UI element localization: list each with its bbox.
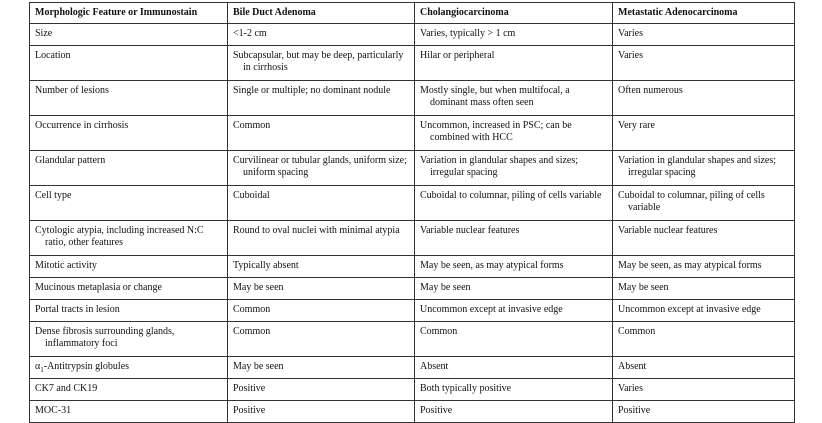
cell-cholangiocarcinoma: Positive <box>415 401 613 423</box>
cell-metastatic-adenocarcinoma: Cuboidal to columnar, piling of cells variable <box>613 186 795 221</box>
cell-cholangiocarcinoma: Variable nuclear features <box>415 221 613 256</box>
cell-metastatic-adenocarcinoma: Variable nuclear features <box>613 221 795 256</box>
cell-metastatic-adenocarcinoma: Very rare <box>613 116 795 151</box>
cell-bile-duct-adenoma: Common <box>228 300 415 322</box>
cell-cholangiocarcinoma: Mostly single, but when multifocal, a dominant mass often seen <box>415 81 613 116</box>
cell-cholangiocarcinoma: Both typically positive <box>415 379 613 401</box>
cell-cholangiocarcinoma: May be seen <box>415 278 613 300</box>
cell-cholangiocarcinoma: Cuboidal to columnar, piling of cells variable <box>415 186 613 221</box>
table-row <box>30 357 795 379</box>
cell-metastatic-adenocarcinoma: May be seen <box>613 278 795 300</box>
cell-bile-duct-adenoma: Curvilinear or tubular glands, uniform size; uniform spacing <box>228 151 415 186</box>
cell-metastatic-adenocarcinoma: Uncommon except at invasive edge <box>613 300 795 322</box>
cell-bile-duct-adenoma: Subcapsular, but may be deep, particularly in cirrhosis <box>228 46 415 81</box>
table-row <box>30 300 795 322</box>
cell-feature: Mitotic activity <box>30 256 228 278</box>
cell-feature: Cytologic atypia, including increased N:C ratio, other features <box>30 221 228 256</box>
header-row <box>30 3 795 24</box>
cell-metastatic-adenocarcinoma: Varies <box>613 24 795 46</box>
table-row <box>30 322 795 357</box>
cell-metastatic-adenocarcinoma: Absent <box>613 357 795 379</box>
cell-bile-duct-adenoma: Cuboidal <box>228 186 415 221</box>
cell-feature: Occurrence in cirrhosis <box>30 116 228 151</box>
cell-feature: MOC-31 <box>30 401 228 423</box>
header-metastatic-adenocarcinoma: Metastatic Adenocarcinoma <box>613 3 795 24</box>
table-row <box>30 186 795 221</box>
table-row <box>30 401 795 423</box>
cell-bile-duct-adenoma: Common <box>228 116 415 151</box>
cell-feature: Dense fibrosis surrounding glands, inflammatory foci <box>30 322 228 357</box>
cell-feature: CK7 and CK19 <box>30 379 228 401</box>
cell-cholangiocarcinoma: May be seen, as may atypical forms <box>415 256 613 278</box>
header-bile-duct-adenoma: Bile Duct Adenoma <box>228 3 415 24</box>
cell-feature: Glandular pattern <box>30 151 228 186</box>
cell-cholangiocarcinoma: Common <box>415 322 613 357</box>
cell-metastatic-adenocarcinoma: Positive <box>613 401 795 423</box>
table-row <box>30 116 795 151</box>
cell-metastatic-adenocarcinoma: May be seen, as may atypical forms <box>613 256 795 278</box>
cell-cholangiocarcinoma: Uncommon, increased in PSC; can be combined with HCC <box>415 116 613 151</box>
cell-bile-duct-adenoma: May be seen <box>228 278 415 300</box>
cell-cholangiocarcinoma: Hilar or peripheral <box>415 46 613 81</box>
table-row <box>30 278 795 300</box>
cell-bile-duct-adenoma: Common <box>228 322 415 357</box>
cell-feature: Number of lesions <box>30 81 228 116</box>
header-feature: Morphologic Feature or Immunostain <box>30 3 228 24</box>
cell-bile-duct-adenoma: Round to oval nuclei with minimal atypia <box>228 221 415 256</box>
table-row <box>30 221 795 256</box>
cell-bile-duct-adenoma: <1-2 cm <box>228 24 415 46</box>
cell-metastatic-adenocarcinoma: Varies <box>613 46 795 81</box>
cell-cholangiocarcinoma: Absent <box>415 357 613 379</box>
cell-metastatic-adenocarcinoma: Common <box>613 322 795 357</box>
cell-metastatic-adenocarcinoma: Variation in glandular shapes and sizes; irregular spacing <box>613 151 795 186</box>
comparison-table <box>29 2 795 423</box>
cell-cholangiocarcinoma: Varies, typically > 1 cm <box>415 24 613 46</box>
table-row <box>30 379 795 401</box>
cell-bile-duct-adenoma: May be seen <box>228 357 415 379</box>
table-row <box>30 151 795 186</box>
cell-cholangiocarcinoma: Uncommon except at invasive edge <box>415 300 613 322</box>
cell-metastatic-adenocarcinoma: Often numerous <box>613 81 795 116</box>
cell-bile-duct-adenoma: Typically absent <box>228 256 415 278</box>
cell-feature: Mucinous metaplasia or change <box>30 278 228 300</box>
table-row <box>30 46 795 81</box>
table-row <box>30 24 795 46</box>
cell-metastatic-adenocarcinoma: Varies <box>613 379 795 401</box>
cell-bile-duct-adenoma: Positive <box>228 379 415 401</box>
cell-cholangiocarcinoma: Variation in glandular shapes and sizes; irregular spacing <box>415 151 613 186</box>
table-row <box>30 256 795 278</box>
cell-bile-duct-adenoma: Single or multiple; no dominant nodule <box>228 81 415 116</box>
table-row <box>30 81 795 116</box>
cell-feature: $\alpha_1$-Antitrypsin globules <box>30 357 228 379</box>
cell-bile-duct-adenoma: Positive <box>228 401 415 423</box>
cell-feature: Location <box>30 46 228 81</box>
cell-feature: Cell type <box>30 186 228 221</box>
header-cholangiocarcinoma: Cholangiocarcinoma <box>415 3 613 24</box>
cell-feature: Portal tracts in lesion <box>30 300 228 322</box>
cell-feature: Size <box>30 24 228 46</box>
